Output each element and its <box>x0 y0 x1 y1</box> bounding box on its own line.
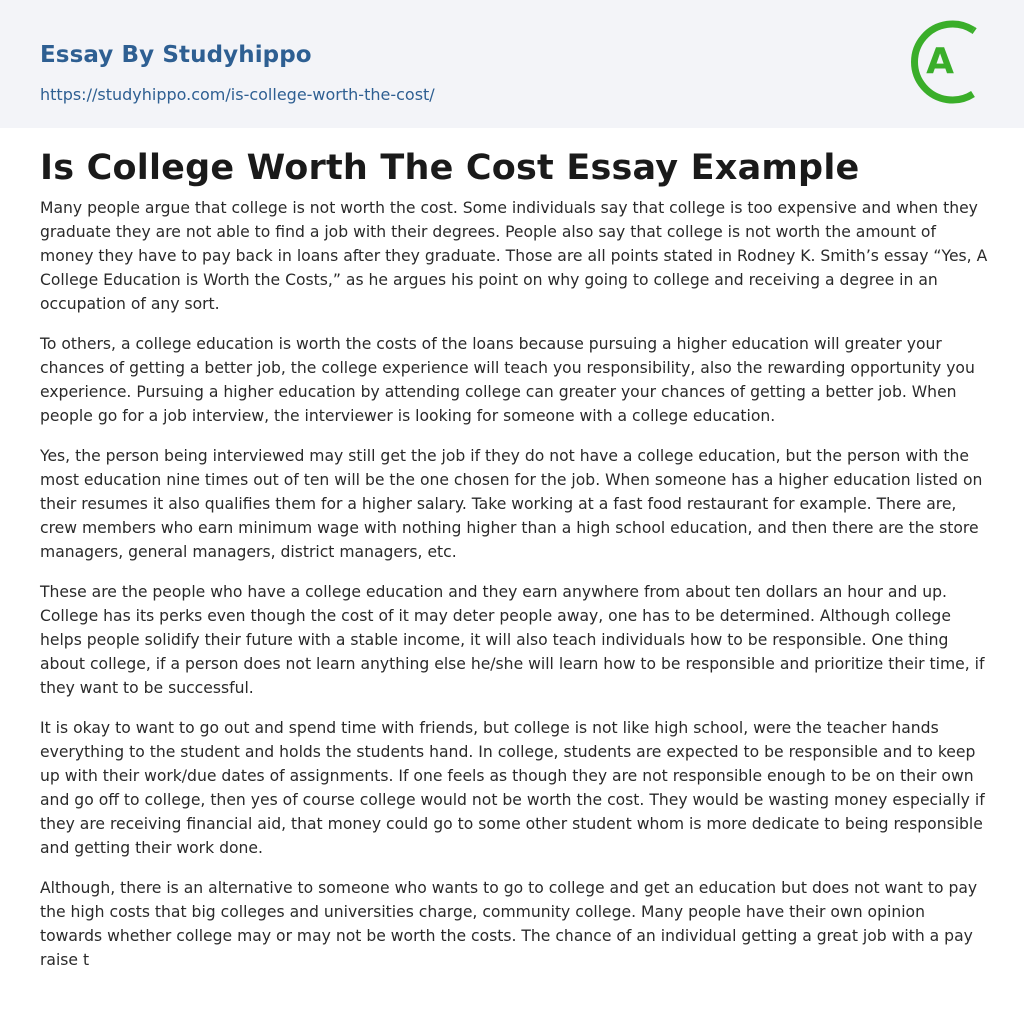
essay-paragraph: Yes, the person being interviewed may still get the job if they do not have a college education, but the person with the most education nine times out of ten will be the one chosen for the job. When someone has a higher education listed on their resumes it also qualifies them for a higher salary. Take working at a fast food restaurant for example. There are, crew members who earn minimum wage with nothing higher than a high school education, and then there are the store managers, general managers, district managers, etc. <box>40 447 983 561</box>
essay-paragraph: It is okay to want to go out and spend time with friends, but college is not like high school, were the teacher hands everything to the student and holds the students hand. In college, students are expected to be responsible and to keep up with their work/due dates of assignments. If one feels as though they are not responsible enough to be on their own and go off to college, then yes of course college would not be worth the cost. They would be wasting money especially if they are receiving financial aid, that money could go to some other student whom is more dedicate to being responsible and getting their work done. <box>40 719 985 857</box>
studyhippo-logo-icon[interactable] <box>909 18 987 106</box>
essay-paragraph: To others, a college education is worth the costs of the loans because pursuing a higher education will greater your chances of getting a better job, the college experience will teach you responsibility, also the rewarding opportunity you experience. Pursuing a higher education by attending college can greater your chances of getting a better job. When people go for a job interview, the interviewer is looking for someone with a college education. <box>40 335 975 425</box>
essay-article <box>40 146 988 988</box>
site-header <box>0 0 1024 128</box>
essay-paragraph: Many people argue that college is not worth the cost. Some individuals say that college is too expensive and when they graduate they are not able to find a job with their degrees. People also say that college is not worth the amount of money they have to pay back in loans after they graduate. Those are all points stated in Rodney K. Smith’s essay “Yes, A College Education is Worth the Costs,” as he argues his point on why going to college and receiving a degree in an occupation of any sort. <box>40 199 988 313</box>
logo-letter: A <box>926 41 954 82</box>
essay-paragraph: These are the people who have a college education and they earn anywhere from about ten dollars an hour and up. College has its perks even though the cost of it may deter people away, one has to be determined. Although college helps people solidify their future with a stable income, it will also teach individuals how to be responsible. One thing about college, if a person does not learn anything else he/she will learn how to be responsible and prioritize their time, if they want to be successful. <box>40 583 985 697</box>
source-url-link[interactable]: https://studyhippo.com/is-college-worth-the-cost/ <box>40 85 435 104</box>
page-title: Is College Worth The Cost Essay Example <box>40 148 860 188</box>
site-name[interactable]: Essay By Studyhippo <box>40 42 312 68</box>
essay-paragraph: Although, there is an alternative to someone who wants to go to college and get an education but does not want to pay the high costs that big colleges and universities charge, community college. Many people have their own opinion towards whether college may or may not be worth the costs. The chance of an individual getting a great job with a pay raise t <box>40 879 978 969</box>
